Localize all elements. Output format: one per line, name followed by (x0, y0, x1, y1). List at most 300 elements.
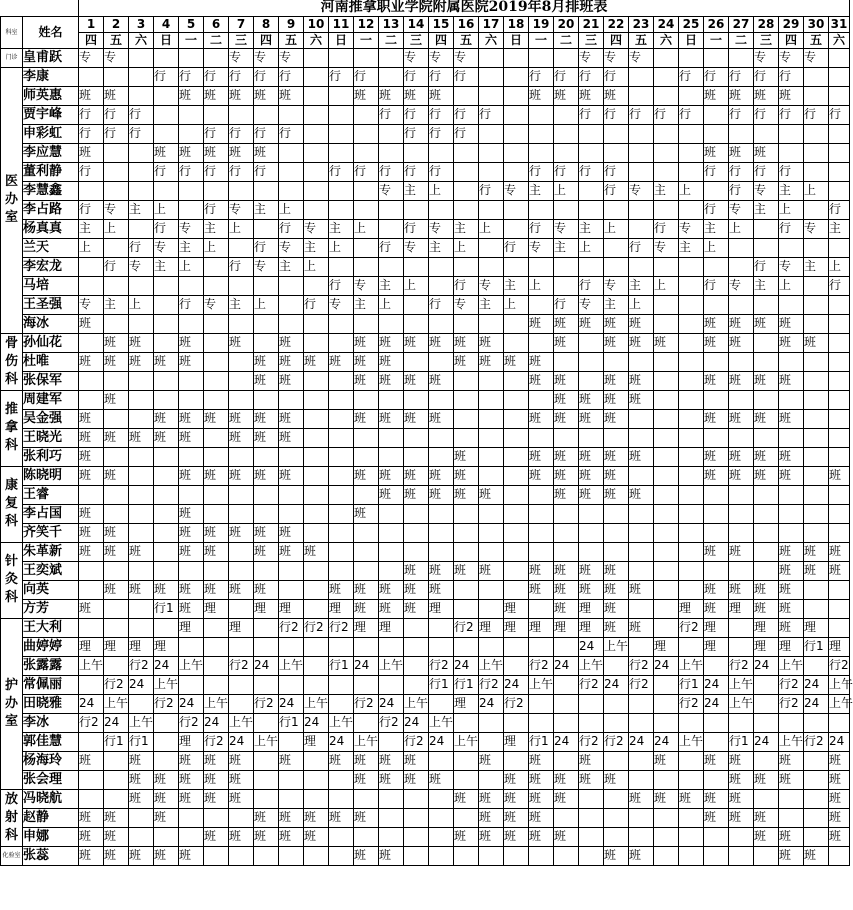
shift-cell[interactable]: 行 (279, 124, 304, 143)
shift-cell[interactable]: 行1 (679, 675, 704, 694)
shift-cell[interactable]: 专 (454, 48, 479, 67)
shift-cell[interactable]: 班 (754, 143, 779, 162)
shift-cell[interactable] (454, 504, 479, 523)
shift-cell[interactable]: 理 (429, 599, 454, 618)
shift-cell[interactable]: 班 (729, 466, 754, 485)
shift-cell[interactable] (804, 428, 829, 447)
shift-cell[interactable]: 班 (104, 428, 129, 447)
shift-cell[interactable] (629, 808, 654, 827)
shift-cell[interactable]: 行 (429, 162, 454, 181)
shift-cell[interactable] (379, 789, 404, 808)
shift-cell[interactable]: 上午 (129, 713, 154, 732)
shift-cell[interactable] (654, 523, 679, 542)
shift-cell[interactable]: 班 (529, 409, 554, 428)
shift-cell[interactable]: 24 (279, 694, 304, 713)
shift-cell[interactable] (279, 580, 304, 599)
shift-cell[interactable] (179, 124, 204, 143)
shift-cell[interactable]: 班 (79, 447, 104, 466)
shift-cell[interactable] (454, 409, 479, 428)
shift-cell[interactable] (604, 504, 629, 523)
shift-cell[interactable] (304, 143, 329, 162)
shift-cell[interactable] (554, 713, 579, 732)
shift-cell[interactable]: 班 (779, 314, 804, 333)
shift-cell[interactable] (204, 390, 229, 409)
shift-cell[interactable] (454, 808, 479, 827)
shift-cell[interactable] (579, 200, 604, 219)
shift-cell[interactable] (179, 675, 204, 694)
shift-cell[interactable]: 班 (354, 770, 379, 789)
shift-cell[interactable]: 行 (404, 162, 429, 181)
shift-cell[interactable]: 上 (779, 200, 804, 219)
shift-cell[interactable] (529, 523, 554, 542)
shift-cell[interactable]: 理 (779, 637, 804, 656)
shift-cell[interactable]: 行2 (354, 694, 379, 713)
shift-cell[interactable]: 班 (829, 542, 850, 561)
shift-cell[interactable] (704, 504, 729, 523)
shift-cell[interactable]: 上 (254, 295, 279, 314)
shift-cell[interactable]: 行2 (629, 656, 654, 675)
shift-cell[interactable]: 班 (779, 333, 804, 352)
shift-cell[interactable]: 班 (779, 409, 804, 428)
shift-cell[interactable] (479, 257, 504, 276)
shift-cell[interactable] (379, 428, 404, 447)
shift-cell[interactable]: 班 (629, 390, 654, 409)
shift-cell[interactable] (304, 770, 329, 789)
shift-cell[interactable]: 班 (279, 808, 304, 827)
shift-cell[interactable]: 班 (354, 599, 379, 618)
shift-cell[interactable]: 班 (704, 542, 729, 561)
shift-cell[interactable] (279, 143, 304, 162)
shift-cell[interactable] (179, 105, 204, 124)
shift-cell[interactable]: 班 (629, 485, 654, 504)
shift-cell[interactable] (779, 124, 804, 143)
shift-cell[interactable]: 行 (279, 67, 304, 86)
shift-cell[interactable] (404, 352, 429, 371)
shift-cell[interactable]: 班 (429, 333, 454, 352)
shift-cell[interactable] (779, 238, 804, 257)
shift-cell[interactable] (829, 485, 850, 504)
shift-cell[interactable] (404, 428, 429, 447)
shift-cell[interactable]: 上午 (779, 656, 804, 675)
shift-cell[interactable] (629, 162, 654, 181)
shift-cell[interactable]: 主 (629, 276, 654, 295)
shift-cell[interactable]: 班 (204, 580, 229, 599)
shift-cell[interactable]: 主 (529, 181, 554, 200)
shift-cell[interactable]: 班 (329, 580, 354, 599)
shift-cell[interactable] (79, 789, 104, 808)
shift-cell[interactable] (604, 428, 629, 447)
shift-cell[interactable] (379, 67, 404, 86)
shift-cell[interactable]: 班 (729, 789, 754, 808)
shift-cell[interactable]: 班 (79, 599, 104, 618)
shift-cell[interactable]: 班 (654, 789, 679, 808)
shift-cell[interactable] (329, 86, 354, 105)
shift-cell[interactable]: 上午 (379, 656, 404, 675)
shift-cell[interactable] (179, 276, 204, 295)
shift-cell[interactable]: 行 (179, 162, 204, 181)
shift-cell[interactable]: 班 (529, 580, 554, 599)
shift-cell[interactable]: 上 (504, 295, 529, 314)
shift-cell[interactable]: 班 (479, 751, 504, 770)
shift-cell[interactable] (554, 124, 579, 143)
shift-cell[interactable] (229, 181, 254, 200)
shift-cell[interactable]: 班 (554, 561, 579, 580)
shift-cell[interactable] (329, 846, 354, 865)
shift-cell[interactable] (604, 143, 629, 162)
shift-cell[interactable]: 行 (504, 238, 529, 257)
shift-cell[interactable]: 班 (479, 352, 504, 371)
shift-cell[interactable]: 班 (229, 333, 254, 352)
shift-cell[interactable]: 班 (279, 428, 304, 447)
shift-cell[interactable]: 专 (454, 295, 479, 314)
shift-cell[interactable]: 行 (779, 219, 804, 238)
shift-cell[interactable] (329, 371, 354, 390)
shift-cell[interactable] (79, 257, 104, 276)
shift-cell[interactable]: 班 (379, 466, 404, 485)
shift-cell[interactable] (304, 390, 329, 409)
shift-cell[interactable]: 理 (104, 637, 129, 656)
shift-cell[interactable]: 班 (454, 789, 479, 808)
shift-cell[interactable]: 班 (179, 504, 204, 523)
shift-cell[interactable] (154, 504, 179, 523)
shift-cell[interactable]: 专 (629, 181, 654, 200)
shift-cell[interactable] (679, 713, 704, 732)
shift-cell[interactable] (304, 333, 329, 352)
shift-cell[interactable] (79, 732, 104, 751)
shift-cell[interactable] (354, 542, 379, 561)
shift-cell[interactable] (479, 504, 504, 523)
shift-cell[interactable] (529, 257, 554, 276)
shift-cell[interactable] (404, 143, 429, 162)
shift-cell[interactable] (279, 504, 304, 523)
shift-cell[interactable]: 班 (204, 86, 229, 105)
shift-cell[interactable] (129, 561, 154, 580)
shift-cell[interactable]: 班 (279, 827, 304, 846)
shift-cell[interactable]: 班 (554, 86, 579, 105)
shift-cell[interactable]: 24 (579, 637, 604, 656)
shift-cell[interactable]: 上午 (604, 637, 629, 656)
shift-cell[interactable]: 班 (104, 352, 129, 371)
shift-cell[interactable] (654, 67, 679, 86)
shift-cell[interactable]: 上午 (229, 713, 254, 732)
shift-cell[interactable]: 班 (579, 561, 604, 580)
shift-cell[interactable] (254, 770, 279, 789)
shift-cell[interactable] (804, 770, 829, 789)
shift-cell[interactable]: 行 (304, 295, 329, 314)
shift-cell[interactable] (704, 485, 729, 504)
shift-cell[interactable] (704, 846, 729, 865)
shift-cell[interactable]: 班 (579, 580, 604, 599)
shift-cell[interactable] (304, 751, 329, 770)
shift-cell[interactable]: 行 (829, 200, 850, 219)
shift-cell[interactable]: 班 (79, 808, 104, 827)
shift-cell[interactable]: 班 (454, 827, 479, 846)
shift-cell[interactable] (754, 219, 779, 238)
shift-cell[interactable]: 专 (429, 48, 454, 67)
shift-cell[interactable] (179, 485, 204, 504)
shift-cell[interactable]: 行2 (579, 675, 604, 694)
shift-cell[interactable]: 班 (229, 409, 254, 428)
shift-cell[interactable]: 24 (804, 694, 829, 713)
shift-cell[interactable] (779, 713, 804, 732)
shift-cell[interactable]: 班 (254, 86, 279, 105)
shift-cell[interactable] (329, 523, 354, 542)
shift-cell[interactable] (704, 656, 729, 675)
shift-cell[interactable]: 行2 (529, 656, 554, 675)
shift-cell[interactable]: 行 (729, 105, 754, 124)
shift-cell[interactable]: 上午 (579, 656, 604, 675)
shift-cell[interactable] (554, 694, 579, 713)
shift-cell[interactable]: 行2 (479, 675, 504, 694)
shift-cell[interactable] (679, 485, 704, 504)
shift-cell[interactable] (179, 371, 204, 390)
shift-cell[interactable]: 专 (254, 257, 279, 276)
shift-cell[interactable]: 班 (804, 542, 829, 561)
shift-cell[interactable] (404, 618, 429, 637)
shift-cell[interactable]: 班 (79, 143, 104, 162)
shift-cell[interactable]: 24 (654, 656, 679, 675)
shift-cell[interactable] (379, 808, 404, 827)
shift-cell[interactable]: 班 (204, 409, 229, 428)
shift-cell[interactable]: 行 (529, 162, 554, 181)
shift-cell[interactable]: 行 (179, 67, 204, 86)
shift-cell[interactable]: 专 (154, 238, 179, 257)
shift-cell[interactable]: 班 (554, 599, 579, 618)
shift-cell[interactable] (729, 713, 754, 732)
shift-cell[interactable]: 专 (629, 48, 654, 67)
shift-cell[interactable]: 上 (604, 219, 629, 238)
shift-cell[interactable]: 上 (729, 219, 754, 238)
shift-cell[interactable] (204, 447, 229, 466)
shift-cell[interactable] (529, 48, 554, 67)
shift-cell[interactable]: 上 (554, 181, 579, 200)
shift-cell[interactable]: 主 (429, 238, 454, 257)
shift-cell[interactable] (204, 485, 229, 504)
shift-cell[interactable]: 班 (129, 846, 154, 865)
shift-cell[interactable] (354, 713, 379, 732)
shift-cell[interactable]: 行 (754, 67, 779, 86)
shift-cell[interactable]: 班 (429, 86, 454, 105)
shift-cell[interactable] (804, 143, 829, 162)
shift-cell[interactable]: 专 (79, 48, 104, 67)
shift-cell[interactable] (404, 257, 429, 276)
shift-cell[interactable] (804, 523, 829, 542)
shift-cell[interactable]: 班 (779, 542, 804, 561)
shift-cell[interactable]: 理 (504, 599, 529, 618)
shift-cell[interactable]: 行2 (379, 713, 404, 732)
shift-cell[interactable] (804, 314, 829, 333)
shift-cell[interactable] (304, 580, 329, 599)
shift-cell[interactable]: 行 (429, 105, 454, 124)
shift-cell[interactable]: 理 (754, 618, 779, 637)
shift-cell[interactable] (604, 694, 629, 713)
shift-cell[interactable]: 班 (704, 789, 729, 808)
shift-cell[interactable] (129, 314, 154, 333)
shift-cell[interactable] (129, 181, 154, 200)
shift-cell[interactable] (204, 808, 229, 827)
shift-cell[interactable] (279, 276, 304, 295)
shift-cell[interactable]: 主 (404, 181, 429, 200)
shift-cell[interactable]: 24 (654, 732, 679, 751)
shift-cell[interactable]: 班 (629, 333, 654, 352)
shift-cell[interactable]: 理 (454, 694, 479, 713)
shift-cell[interactable] (204, 618, 229, 637)
shift-cell[interactable] (804, 466, 829, 485)
shift-cell[interactable] (654, 770, 679, 789)
shift-cell[interactable]: 班 (704, 371, 729, 390)
shift-cell[interactable]: 班 (529, 352, 554, 371)
shift-cell[interactable] (304, 162, 329, 181)
shift-cell[interactable]: 主 (504, 276, 529, 295)
shift-cell[interactable]: 班 (179, 846, 204, 865)
shift-cell[interactable]: 上午 (479, 656, 504, 675)
shift-cell[interactable] (829, 181, 850, 200)
shift-cell[interactable]: 行 (429, 295, 454, 314)
shift-cell[interactable]: 行2 (254, 694, 279, 713)
shift-cell[interactable] (804, 162, 829, 181)
shift-cell[interactable] (504, 561, 529, 580)
shift-cell[interactable] (729, 485, 754, 504)
shift-cell[interactable]: 行2 (804, 732, 829, 751)
shift-cell[interactable]: 班 (354, 808, 379, 827)
shift-cell[interactable] (804, 599, 829, 618)
shift-cell[interactable]: 行 (654, 105, 679, 124)
shift-cell[interactable]: 主 (604, 295, 629, 314)
shift-cell[interactable] (304, 466, 329, 485)
shift-cell[interactable] (629, 409, 654, 428)
shift-cell[interactable]: 班 (129, 580, 154, 599)
shift-cell[interactable] (129, 447, 154, 466)
shift-cell[interactable]: 主 (79, 219, 104, 238)
shift-cell[interactable]: 班 (804, 561, 829, 580)
shift-cell[interactable]: 主 (104, 295, 129, 314)
shift-cell[interactable] (679, 523, 704, 542)
shift-cell[interactable]: 行 (379, 162, 404, 181)
shift-cell[interactable]: 行 (154, 162, 179, 181)
shift-cell[interactable] (504, 466, 529, 485)
shift-cell[interactable]: 行 (479, 181, 504, 200)
shift-cell[interactable] (329, 447, 354, 466)
shift-cell[interactable]: 上午 (679, 656, 704, 675)
shift-cell[interactable]: 班 (429, 770, 454, 789)
shift-cell[interactable] (729, 390, 754, 409)
shift-cell[interactable]: 上午 (404, 694, 429, 713)
shift-cell[interactable]: 班 (379, 770, 404, 789)
shift-cell[interactable]: 行 (204, 124, 229, 143)
shift-cell[interactable]: 班 (529, 751, 554, 770)
shift-cell[interactable]: 班 (154, 808, 179, 827)
shift-cell[interactable] (654, 542, 679, 561)
shift-cell[interactable] (329, 466, 354, 485)
shift-cell[interactable] (504, 162, 529, 181)
shift-cell[interactable]: 班 (479, 485, 504, 504)
shift-cell[interactable] (454, 200, 479, 219)
shift-cell[interactable]: 理 (679, 599, 704, 618)
shift-cell[interactable] (254, 485, 279, 504)
shift-cell[interactable]: 理 (154, 637, 179, 656)
shift-cell[interactable] (229, 314, 254, 333)
shift-cell[interactable] (404, 314, 429, 333)
shift-cell[interactable]: 专 (754, 48, 779, 67)
shift-cell[interactable]: 班 (704, 333, 729, 352)
shift-cell[interactable] (804, 789, 829, 808)
shift-cell[interactable]: 行 (179, 295, 204, 314)
shift-cell[interactable]: 班 (779, 466, 804, 485)
shift-cell[interactable] (229, 561, 254, 580)
shift-cell[interactable]: 班 (529, 770, 554, 789)
shift-cell[interactable]: 行1 (329, 656, 354, 675)
shift-cell[interactable] (529, 504, 554, 523)
shift-cell[interactable]: 上 (429, 181, 454, 200)
shift-cell[interactable] (554, 352, 579, 371)
shift-cell[interactable]: 班 (254, 352, 279, 371)
shift-cell[interactable]: 上 (79, 238, 104, 257)
shift-cell[interactable]: 24 (329, 732, 354, 751)
shift-cell[interactable]: 上午 (779, 732, 804, 751)
shift-cell[interactable]: 行 (779, 162, 804, 181)
shift-cell[interactable] (254, 846, 279, 865)
shift-cell[interactable] (204, 257, 229, 276)
shift-cell[interactable] (154, 314, 179, 333)
shift-cell[interactable]: 上 (654, 276, 679, 295)
shift-cell[interactable]: 班 (154, 846, 179, 865)
shift-cell[interactable]: 行 (629, 238, 654, 257)
shift-cell[interactable] (504, 143, 529, 162)
shift-cell[interactable]: 行 (654, 219, 679, 238)
shift-cell[interactable] (679, 162, 704, 181)
shift-cell[interactable]: 班 (629, 447, 654, 466)
shift-cell[interactable]: 行2 (129, 656, 154, 675)
shift-cell[interactable] (254, 276, 279, 295)
shift-cell[interactable] (804, 200, 829, 219)
shift-cell[interactable]: 行2 (279, 618, 304, 637)
shift-cell[interactable] (504, 713, 529, 732)
shift-cell[interactable] (129, 219, 154, 238)
shift-cell[interactable]: 专 (279, 48, 304, 67)
shift-cell[interactable]: 班 (654, 751, 679, 770)
shift-cell[interactable] (229, 504, 254, 523)
shift-cell[interactable] (254, 751, 279, 770)
shift-cell[interactable]: 专 (579, 295, 604, 314)
shift-cell[interactable] (654, 485, 679, 504)
shift-cell[interactable]: 主 (479, 295, 504, 314)
shift-cell[interactable] (529, 143, 554, 162)
shift-cell[interactable] (504, 257, 529, 276)
shift-cell[interactable] (404, 675, 429, 694)
shift-cell[interactable] (129, 276, 154, 295)
shift-cell[interactable]: 主 (254, 200, 279, 219)
shift-cell[interactable]: 班 (529, 86, 554, 105)
shift-cell[interactable]: 班 (604, 580, 629, 599)
shift-cell[interactable]: 行 (154, 219, 179, 238)
shift-cell[interactable]: 班 (529, 371, 554, 390)
shift-cell[interactable]: 班 (529, 466, 554, 485)
shift-cell[interactable] (829, 390, 850, 409)
shift-cell[interactable] (204, 675, 229, 694)
shift-cell[interactable]: 上午 (154, 675, 179, 694)
shift-cell[interactable]: 班 (629, 371, 654, 390)
shift-cell[interactable] (529, 390, 554, 409)
shift-cell[interactable]: 上 (454, 238, 479, 257)
shift-cell[interactable]: 24 (304, 713, 329, 732)
shift-cell[interactable] (479, 637, 504, 656)
shift-cell[interactable]: 班 (704, 314, 729, 333)
shift-cell[interactable]: 24 (404, 713, 429, 732)
shift-cell[interactable] (304, 181, 329, 200)
shift-cell[interactable]: 24 (204, 713, 229, 732)
shift-cell[interactable]: 行 (79, 105, 104, 124)
shift-cell[interactable]: 上 (104, 219, 129, 238)
